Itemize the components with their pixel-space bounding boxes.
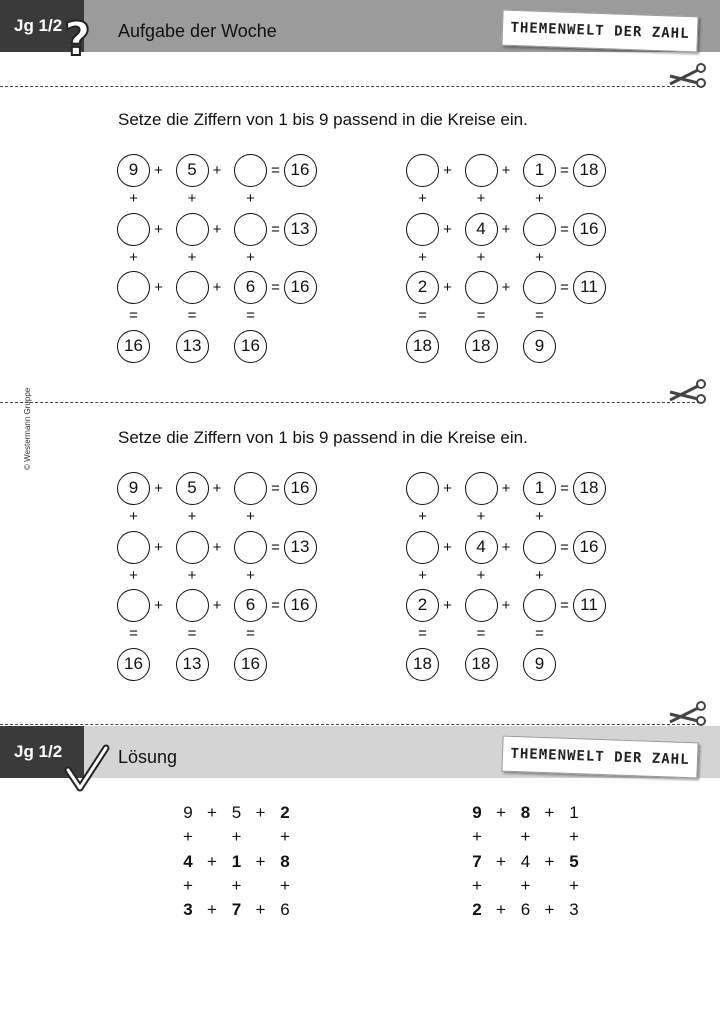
plus-sign: + [535,566,544,584]
empty-digit-circle[interactable] [234,213,267,246]
solution-digit: 5 [569,851,579,871]
column-sum-circle: 18 [406,648,439,681]
equals-sign: = [271,279,280,296]
checkmark-icon [64,744,110,794]
solution-digit: 3 [183,900,193,919]
plus-sign: + [280,827,290,846]
given-digit-circle: 5 [176,472,209,505]
plus-sign: + [501,538,511,556]
plus-sign: + [569,827,579,846]
plus-sign: + [129,566,138,584]
equals-sign: = [187,625,197,642]
plus-sign: + [187,248,197,266]
equals-sign: = [560,162,569,179]
plus-sign: + [496,900,506,919]
plus-sign: + [246,190,255,207]
plus-sign: + [212,162,222,179]
equals-sign: = [271,538,280,556]
plus-sign: + [154,597,163,614]
solution-digit: 9 [472,803,482,822]
solution-digit: 1 [569,803,579,822]
given-digit-circle: 1 [523,154,556,187]
empty-digit-circle[interactable] [523,531,556,564]
empty-digit-circle[interactable] [176,589,209,622]
empty-digit-circle[interactable] [117,531,150,564]
equals-sign: = [246,625,255,642]
plus-sign: + [154,279,163,296]
equals-sign: = [560,538,569,556]
empty-digit-circle[interactable] [406,531,439,564]
plus-sign: + [476,190,486,207]
empty-digit-circle[interactable] [234,472,267,505]
given-digit-circle: 9 [117,154,150,187]
empty-digit-circle[interactable] [406,472,439,505]
equals-sign: = [271,162,280,179]
plus-sign: + [535,508,544,525]
instruction: Setze die Ziffern von 1 bis 9 passend in die Kreise ein. [118,428,528,447]
plus-sign: + [544,900,555,919]
cut-line [0,724,700,725]
page-title: Aufgabe der Woche [118,21,277,41]
plus-sign: + [255,803,266,822]
plus-sign: + [207,851,217,871]
equals-sign: = [129,625,138,642]
solution-digit: 2 [472,900,482,919]
scissors-icon [668,700,708,726]
plus-sign: + [212,538,222,556]
scissors-icon [668,62,708,88]
empty-digit-circle[interactable] [234,531,267,564]
equals-sign: = [476,625,486,642]
equals-sign: = [476,307,486,324]
given-digit-circle: 6 [234,589,267,622]
plus-sign: + [476,248,486,266]
plus-sign: + [476,508,486,525]
header-bar [0,0,720,66]
plus-sign: + [154,538,163,556]
equals-sign: = [535,307,544,324]
plus-sign: + [520,827,531,846]
row-sum-circle: 16 [573,531,606,564]
copyright: © Westermann Gruppe [23,387,32,470]
grade-label: Jg 1/2 [0,726,84,778]
empty-digit-circle[interactable] [465,472,498,505]
plus-sign: + [183,827,193,846]
plus-sign: + [520,875,531,895]
column-sum-circle: 16 [234,648,267,681]
plus-sign: + [418,190,427,207]
given-digit-circle: 2 [406,271,439,304]
plus-sign: + [443,480,452,497]
plus-sign: + [443,220,452,238]
plus-sign: + [212,480,222,497]
empty-digit-circle[interactable] [176,271,209,304]
plus-sign: + [280,875,290,895]
plus-sign: + [569,875,579,895]
plus-sign: + [246,508,255,525]
row-sum-circle: 16 [284,154,317,187]
column-sum-circle: 16 [117,648,150,681]
plus-sign: + [212,220,222,238]
row-sum-circle: 16 [284,271,317,304]
brand-label: THEMENWELT DER ZAHL [501,736,698,779]
cut-line [0,402,700,403]
plus-sign: + [212,279,222,296]
plus-sign: + [472,875,482,895]
solution-digit: 5 [231,803,242,822]
plus-sign: + [501,220,511,238]
solution-digit: 7 [472,851,482,871]
row-sum-circle: 11 [573,589,606,622]
plus-sign: + [501,480,511,497]
equals-sign: = [271,480,280,497]
given-digit-circle: 2 [406,589,439,622]
empty-digit-circle[interactable] [406,154,439,187]
given-digit-circle: 5 [176,154,209,187]
equals-sign: = [560,480,569,497]
solution-digit: 8 [280,851,290,871]
plus-sign: + [544,851,555,871]
plus-sign: + [129,248,138,266]
instruction: Setze die Ziffern von 1 bis 9 passend in die Kreise ein. [118,110,528,129]
plus-sign: + [246,566,255,584]
empty-digit-circle[interactable] [117,213,150,246]
plus-sign: + [535,190,544,207]
plus-sign: + [231,827,242,846]
row-sum-circle: 18 [573,154,606,187]
equals-sign: = [187,307,197,324]
scissors-icon [668,378,708,404]
plus-sign: + [246,248,255,266]
empty-digit-circle[interactable] [176,531,209,564]
plus-sign: + [496,803,506,822]
column-sum-circle: 18 [406,330,439,363]
equals-sign: = [535,625,544,642]
equals-sign: = [560,220,569,238]
column-sum-circle: 18 [465,330,498,363]
plus-sign: + [535,248,544,266]
solution-digit: 6 [520,900,531,919]
column-sum-circle: 18 [465,648,498,681]
equals-sign: = [418,307,427,324]
equals-sign: = [271,597,280,614]
equals-sign: = [129,307,138,324]
column-sum-circle: 13 [176,648,209,681]
empty-digit-circle[interactable] [465,154,498,187]
solution-digit: 4 [520,851,531,871]
brand-label: THEMENWELT DER ZAHL [501,10,698,53]
empty-digit-circle[interactable] [117,271,150,304]
given-digit-circle: 6 [234,271,267,304]
plus-sign: + [207,803,217,822]
given-digit-circle: 1 [523,472,556,505]
solution-title: Lösung [118,747,178,767]
plus-sign: + [443,279,452,296]
given-digit-circle: 4 [465,213,498,246]
plus-sign: + [544,803,555,822]
plus-sign: + [212,597,222,614]
plus-sign: + [231,875,242,895]
plus-sign: + [187,566,197,584]
plus-sign: + [255,900,266,919]
solution-digit: 1 [231,851,242,871]
plus-sign: + [154,480,163,497]
cut-line [0,86,700,87]
equals-sign: = [560,279,569,296]
row-sum-circle: 18 [573,472,606,505]
empty-digit-circle[interactable] [465,589,498,622]
empty-digit-circle[interactable] [176,213,209,246]
column-sum-circle: 16 [117,330,150,363]
equals-sign: = [418,625,427,642]
empty-digit-circle[interactable] [465,271,498,304]
plus-sign: + [472,827,482,846]
plus-sign: + [443,597,452,614]
row-sum-circle: 16 [573,213,606,246]
row-sum-circle: 13 [284,213,317,246]
row-sum-circle: 11 [573,271,606,304]
question-mark-icon: ? [64,12,91,66]
solution-digit: 7 [231,900,242,919]
plus-sign: + [207,900,217,919]
plus-sign: + [501,279,511,296]
solution-digit: 2 [280,803,290,822]
plus-sign: + [154,162,163,179]
solution-digit: 6 [280,900,290,919]
plus-sign: + [255,851,266,871]
given-digit-circle: 4 [465,531,498,564]
column-sum-circle: 9 [523,648,556,681]
row-sum-circle: 16 [284,472,317,505]
plus-sign: + [496,851,506,871]
plus-sign: + [443,538,452,556]
solution-digit: 4 [183,851,193,871]
plus-sign: + [418,248,427,266]
empty-digit-circle[interactable] [406,213,439,246]
plus-sign: + [187,508,197,525]
equals-sign: = [560,597,569,614]
empty-digit-circle[interactable] [523,589,556,622]
plus-sign: + [183,875,193,895]
plus-sign: + [418,566,427,584]
empty-digit-circle[interactable] [523,213,556,246]
solution-digit: 8 [520,803,531,822]
given-digit-circle: 9 [117,472,150,505]
column-sum-circle: 13 [176,330,209,363]
equals-sign: = [271,220,280,238]
column-sum-circle: 16 [234,330,267,363]
solution-digit: 3 [569,900,579,919]
plus-sign: + [501,597,511,614]
solution-digit: 9 [183,803,193,822]
column-sum-circle: 9 [523,330,556,363]
equals-sign: = [246,307,255,324]
plus-sign: + [418,508,427,525]
row-sum-circle: 16 [284,589,317,622]
plus-sign: + [129,508,138,525]
plus-sign: + [443,162,452,179]
plus-sign: + [187,190,197,207]
plus-sign: + [154,220,163,238]
empty-digit-circle[interactable] [234,154,267,187]
plus-sign: + [501,162,511,179]
row-sum-circle: 13 [284,531,317,564]
empty-digit-circle[interactable] [523,271,556,304]
grade-label: Jg 1/2 [0,0,84,52]
empty-digit-circle[interactable] [117,589,150,622]
plus-sign: + [476,566,486,584]
plus-sign: + [129,190,138,207]
